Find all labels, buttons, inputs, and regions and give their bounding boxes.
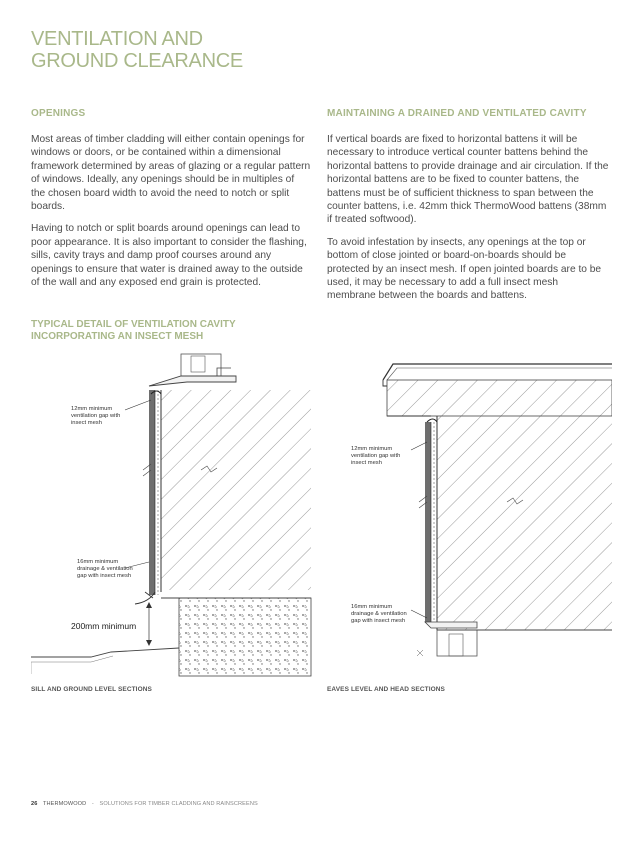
openings-section bbox=[31, 108, 311, 298]
cladding-boards-right bbox=[425, 422, 431, 622]
footer-text: SOLUTIONS FOR TIMBER CLADDING AND RAINSCREENS bbox=[99, 801, 258, 807]
footer-separator: - bbox=[91, 801, 94, 807]
openings-heading: OPENINGS bbox=[31, 108, 86, 119]
foundation-concrete bbox=[179, 598, 311, 676]
figure-heading bbox=[31, 319, 291, 343]
page-footer bbox=[31, 801, 258, 807]
ground-line bbox=[31, 648, 179, 657]
right-figure-caption: EAVES LEVEL AND HEAD SECTIONS bbox=[327, 686, 445, 693]
sill-ground-drawing bbox=[31, 352, 316, 677]
page-title-line-2: GROUND CLEARANCE bbox=[31, 50, 243, 72]
right-label-top-line-1: 12mm minimum bbox=[351, 446, 393, 452]
figure-heading-line-2: INCORPORATING AN INSECT MESH bbox=[31, 331, 204, 342]
left-dimension-label: 200mm minimum bbox=[71, 621, 137, 631]
right-label-bottom-line-2: drainage & ventilation bbox=[351, 611, 407, 617]
cavity-section bbox=[327, 108, 609, 312]
cavity-paragraph-1: If vertical boards are fixed to horizontal battens it will be necessary to introduce vertical counter battens behind the horizontal battens to provide drainage and air circulation. If the horizontal battens are to be fixed to counter battens, the battens must be of sufficient thickness to span between the counter battens, i.e. 42mm thick ThermoWood battens (38mm if treated softwood). bbox=[327, 134, 609, 226]
eaves-head-section-svg bbox=[327, 352, 612, 677]
openings-paragraph-1: Most areas of timber cladding will either contain openings for windows or doors, or be contained within a dimensional framework determined by areas of glazing or a regular pattern of windows. Ideally, any openings should be in multiples of the chosen board width to avoid the need to notch or split boards. bbox=[31, 134, 311, 213]
cladding-boards bbox=[149, 390, 155, 595]
right-label-top-line-2: ventilation gap with bbox=[351, 453, 401, 459]
sill-ground-section-svg bbox=[31, 352, 316, 677]
figure-heading-line-1: TYPICAL DETAIL OF VENTILATION CAVITY bbox=[31, 319, 236, 330]
openings-paragraph-2: Having to notch or split boards around openings can lead to poor appearance. It is also important to consider the flashing, sills, cavity trays and damp proof courses around any openings to ensure that water is drained away to the outside of the wall and any exposed end grain is protected. bbox=[31, 223, 307, 289]
right-label-bottom-line-1: 16mm minimum bbox=[351, 604, 393, 610]
wall-right bbox=[437, 416, 612, 630]
eaves-roof-edge bbox=[383, 364, 612, 416]
cavity-heading: MAINTAINING A DRAINED AND VENTILATED CAVITY bbox=[327, 108, 587, 119]
window-sill bbox=[149, 354, 236, 386]
cavity-paragraph-2: To avoid infestation by insects, any openings at the top or bottom of close jointed or board-on-boards should be protected by an insect mesh. If open jointed boards are to be used, it may be necessary to add a full insect mesh membrane between the boards and battens. bbox=[327, 236, 602, 302]
footer-brand: THERMOWOOD bbox=[43, 801, 87, 807]
right-label-top-line-3: insect mesh bbox=[351, 460, 382, 466]
left-figure-caption: SILL AND GROUND LEVEL SECTIONS bbox=[31, 686, 152, 693]
left-label-top-line-1: 12mm minimum bbox=[71, 406, 113, 412]
eaves-head-drawing bbox=[327, 352, 612, 677]
page-title bbox=[31, 28, 243, 72]
right-label-bottom-line-3: gap with insect mesh bbox=[351, 618, 406, 624]
wall-upper bbox=[161, 390, 311, 590]
left-label-top-line-2: ventilation gap with bbox=[71, 413, 121, 419]
left-label-top-line-3: insect mesh bbox=[71, 420, 102, 426]
left-label-bottom-line-3: gap with insect mesh bbox=[77, 573, 132, 579]
left-label-bottom-line-1: 16mm minimum bbox=[77, 559, 119, 565]
page-number: 26 bbox=[31, 801, 38, 807]
page-title-line-1: VENTILATION AND bbox=[31, 28, 203, 50]
left-label-bottom-line-2: drainage & ventilation bbox=[77, 566, 133, 572]
